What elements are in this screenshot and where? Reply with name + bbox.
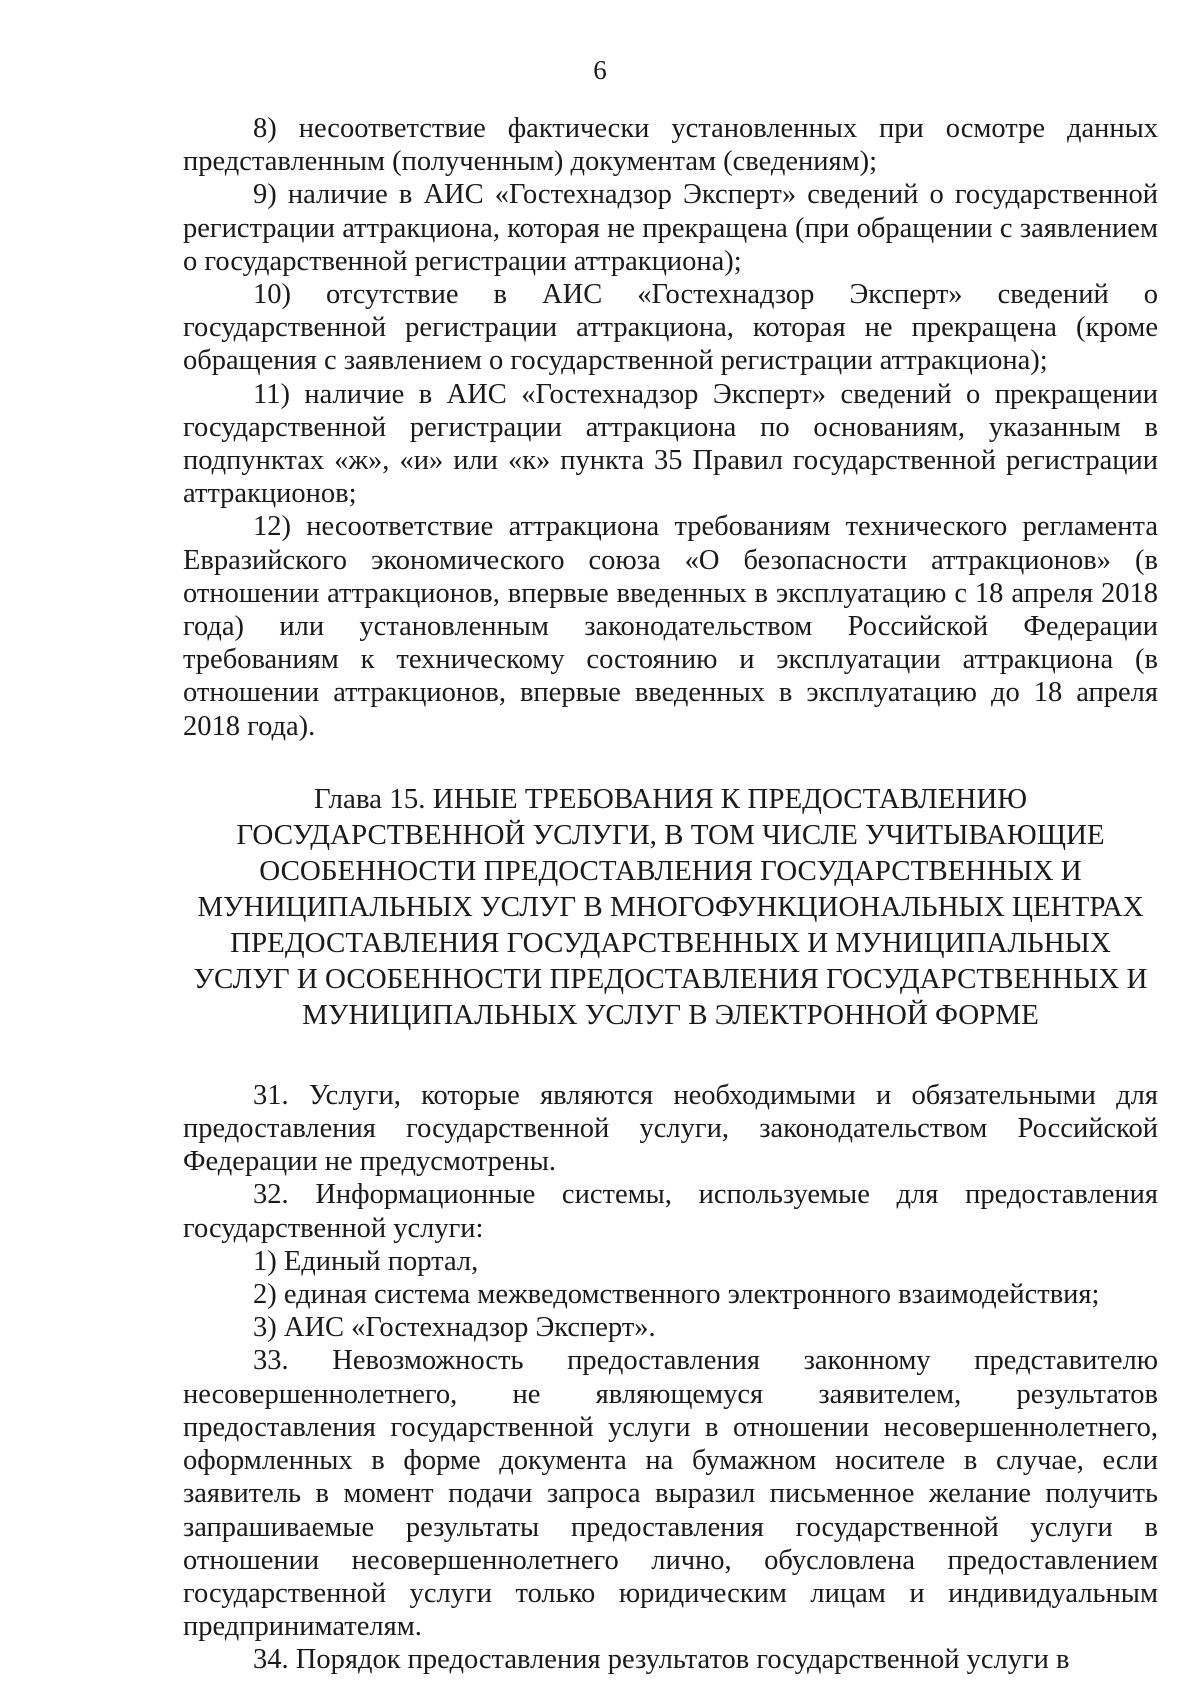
paragraph-item-10: 10) отсутствие в АИС «Гостехнадзор Эксперт» сведений о государственной регистрации аттракциона, которая не прекращена (кроме обращения с заявлением о государственной регистрации аттракциона); <box>183 279 1158 377</box>
list-item-3: 3) АИС «Гостехнадзор Эксперт». <box>253 1312 656 1344</box>
paragraph-31: 31. Услуги, которые являются необходимыми и обязательными для предоставления государственной услуги, законодательством Российской Федерации не предусмотрены. <box>183 1079 1158 1178</box>
paragraph-item-8: 8) несоответствие фактически установленных при осмотре данных представленным (полученным) документам (сведениям); <box>183 113 1158 178</box>
list-item-2: 2) единая система межведомственного электронного взаимодействия; <box>253 1279 1100 1311</box>
chapter-heading: Глава 15. ИНЫЕ ТРЕБОВАНИЯ К ПРЕДОСТАВЛЕНИЮ ГОСУДАРСТВЕННОЙ УСЛУГИ, В ТОМ ЧИСЛЕ УЧИТЫВАЮЩИЕ ОСОБЕННОСТИ ПРЕДОСТАВЛЕНИЯ ГОСУДАРСТВЕННЫХ И МУНИЦИПАЛЬНЫХ УСЛУГ В МНОГОФУНКЦИОНАЛЬНЫХ ЦЕНТРАХ ПРЕДОСТАВЛЕНИЯ ГОСУДАРСТВЕННЫХ И МУНИЦИПАЛЬНЫХ УСЛУГ И ОСОБЕННОСТИ ПРЕДОСТАВЛЕНИЯ ГОСУДАРСТВЕННЫХ И МУНИЦИПАЛЬНЫХ УСЛУГ В ЭЛЕКТРОННОЙ ФОРМЕ <box>193 782 1148 1031</box>
paragraph-item-12: 12) несоответствие аттракциона требованиям технического регламента Евразийского экономического союза «О безопасности аттракционов» (в отношении аттракционов, впервые введенных в эксплуатацию с 18 апреля 2018 года) или установленным законодательством Российской Федерации требованиям к техническому состоянию и эксплуатации аттракциона (в отношении аттракционов, впервые введенных в эксплуатацию до 18 апреля 2018 года). <box>183 511 1158 742</box>
paragraph-item-11: 11) наличие в АИС «Гостехнадзор Эксперт» сведений о прекращении государственной регистрации аттракциона по основаниям, указанным в подпунктах «ж», «и» или «к» пункта 35 Правил государственной регистрации аттракционов; <box>183 378 1158 510</box>
paragraph-32: 32. Информационные системы, используемые для предоставления государственной услуги: <box>183 1179 1158 1244</box>
paragraph-item-9: 9) наличие в АИС «Гостехнадзор Эксперт» сведений о государственной регистрации аттракциона, которая не прекращена (при обращении с заявлением о государственной регистрации аттракциона); <box>183 179 1158 277</box>
list-item-1: 1) Единый портал, <box>253 1245 479 1277</box>
paragraph-33: 33. Невозможность предоставления законному представителю несовершеннолетнего, не являющемуся заявителем, результатов предоставления государственной услуги в отношении несовершеннолетнего, оформленных в форме документа на бумажном носителе в случае, если заявитель в момент подачи запроса выразил письменное желание получить запрашиваемые результаты предоставления государственной услуги в отношении несовершеннолетнего лично, обусловлена предоставлением государственной услуги только юридическим лицам и индивидуальным предпринимателям. <box>183 1345 1158 1643</box>
paragraph-34: 34. Порядок предоставления результатов государственной услуги в <box>253 1644 1070 1676</box>
page-number: 6 <box>593 55 607 85</box>
document-body <box>183 112 1158 1677</box>
